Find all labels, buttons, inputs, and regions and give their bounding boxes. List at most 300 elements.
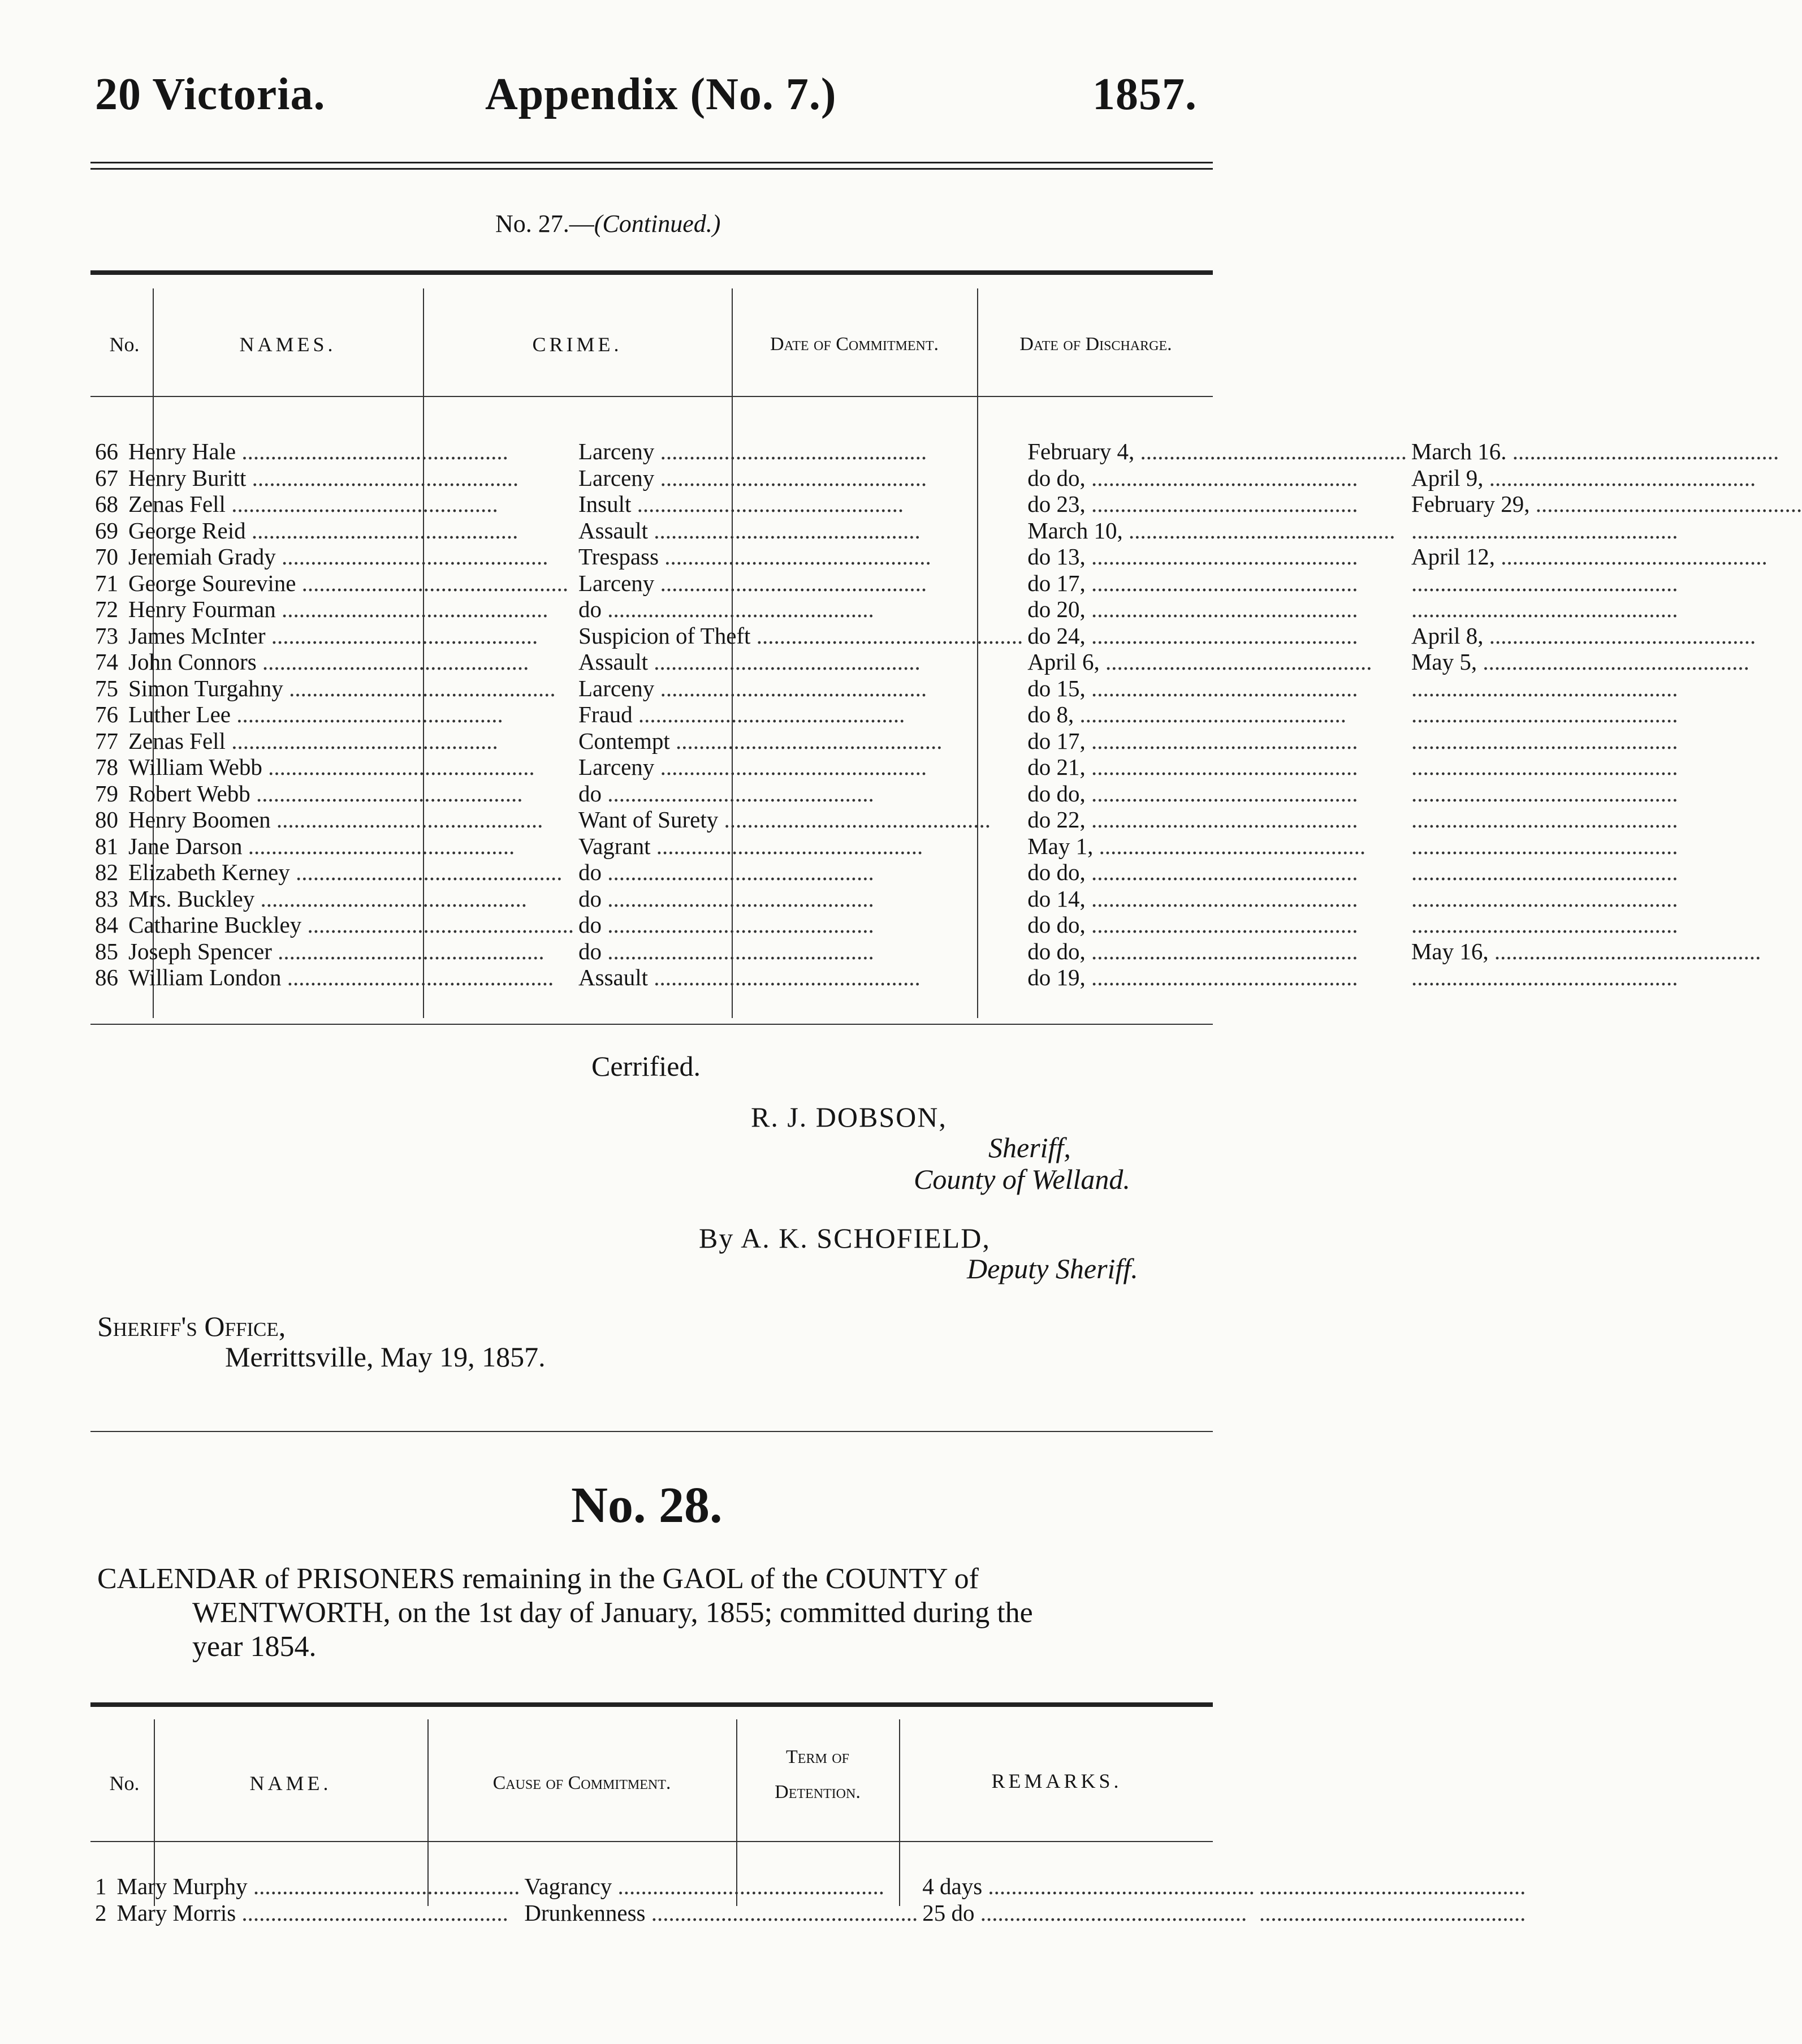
table-cell <box>574 570 1023 597</box>
cell-text: 77 <box>95 727 118 754</box>
table-cell <box>1407 675 1802 702</box>
table-row <box>90 491 1802 518</box>
leader-dots: .............................................. <box>1488 938 1761 964</box>
cell-text: Larceny <box>578 438 655 464</box>
table-cell <box>90 701 124 728</box>
leader-dots: .............................................. <box>974 1899 1247 1926</box>
table-cell <box>1023 544 1407 570</box>
col-header-no: No. <box>109 333 140 356</box>
cell-text: Insult <box>578 491 632 517</box>
cell-text: do do, <box>1027 938 1086 964</box>
leader-dots: .............................................. <box>1085 885 1358 912</box>
table-cell <box>1407 780 1802 807</box>
table-row <box>90 596 1802 623</box>
table-cell <box>124 964 574 991</box>
leader-dots: .............................................. <box>1411 596 1678 622</box>
table-cell <box>574 465 1023 491</box>
table-cell <box>1407 807 1802 833</box>
leader-dots: .............................................. <box>289 859 563 885</box>
table-cell <box>1023 886 1407 912</box>
table-cell <box>113 1873 520 1900</box>
cell-text: Contempt <box>578 727 670 754</box>
leader-dots: .............................................. <box>1411 675 1678 701</box>
table-cell <box>90 780 124 807</box>
table-cell <box>90 544 124 570</box>
leader-dots: .............................................. <box>654 570 927 596</box>
table-cell <box>574 518 1023 544</box>
table-cell <box>1023 491 1407 518</box>
cell-text: Zenas Fell <box>128 727 226 754</box>
cell-text: May 16, <box>1411 938 1489 964</box>
table-row <box>90 465 1802 491</box>
table-cell <box>90 754 124 780</box>
table-cell <box>1407 754 1802 780</box>
cell-text: April 9, <box>1411 464 1484 491</box>
t2-col-header-no: No. <box>109 1772 140 1795</box>
leader-dots: .............................................. <box>225 491 498 517</box>
table-row <box>90 754 1802 780</box>
cell-text: Trespass <box>578 544 659 570</box>
table-row <box>90 938 1802 965</box>
leader-dots: .............................................. <box>648 649 921 675</box>
leader-dots: .............................................. <box>648 517 921 544</box>
t2-col-header-cause: Cause of Commitment. <box>492 1773 671 1793</box>
cell-text: do do, <box>1027 464 1086 491</box>
cell-text: Catharine Buckley <box>128 912 302 938</box>
leader-dots: .............................................. <box>301 912 574 938</box>
table-cell <box>1407 623 1802 649</box>
leader-dots: .............................................. <box>1506 438 1779 464</box>
table-cell <box>124 780 574 807</box>
table-cell <box>574 596 1023 623</box>
prisoners-table <box>90 438 1802 991</box>
table-row <box>90 701 1802 728</box>
table-cell <box>124 675 574 702</box>
leader-dots: .............................................. <box>1259 1899 1526 1926</box>
table-cell <box>90 675 124 702</box>
table-cell <box>90 465 124 491</box>
leader-dots: .............................................. <box>750 622 1023 649</box>
leader-dots: .............................................. <box>1085 938 1358 964</box>
cell-text: Mary Morris <box>116 1899 236 1926</box>
sheriff-name: R. J. DOBSON, <box>751 1101 947 1133</box>
cell-text: do <box>578 596 602 622</box>
table-cell <box>1407 886 1802 912</box>
table-row <box>90 859 1802 886</box>
section1-subtitle-no: No. 27.— <box>495 210 594 238</box>
leader-dots: .............................................. <box>296 570 569 596</box>
cell-text: John Connors <box>128 649 257 675</box>
col-header-names: NAMES. <box>239 333 336 356</box>
leader-dots: .............................................. <box>283 675 556 701</box>
cell-text: do <box>578 938 602 964</box>
cell-text: Jane Darson <box>128 833 243 859</box>
deputy-title: Deputy Sheriff. <box>967 1253 1138 1284</box>
header-left: 20 Victoria. <box>95 70 326 119</box>
table-row <box>90 833 1802 860</box>
leader-dots: .............................................. <box>1085 807 1358 833</box>
table-cell <box>90 596 124 623</box>
table-row <box>90 1873 1526 1900</box>
cell-text: do 21, <box>1027 754 1086 780</box>
section1-subtitle <box>495 209 720 238</box>
cell-text: Suspicion of Theft <box>578 622 751 649</box>
t2-col-header-term: Term of <box>786 1747 849 1767</box>
leader-dots: .............................................. <box>1411 780 1678 807</box>
table-cell <box>574 623 1023 649</box>
table-cell <box>90 491 124 518</box>
leader-dots: .............................................. <box>1085 544 1358 570</box>
cell-text: April 12, <box>1411 544 1496 570</box>
table-cell <box>520 1900 918 1926</box>
table-cell <box>574 675 1023 702</box>
section2-heading: No. 28. <box>571 1477 723 1533</box>
table-cell <box>1407 833 1802 860</box>
cell-text: 73 <box>95 622 118 649</box>
table-cell <box>574 833 1023 860</box>
section-divider <box>90 1431 1213 1432</box>
cell-text: Simon Turgahny <box>128 675 283 701</box>
table-cell <box>90 833 124 860</box>
cell-text: do do, <box>1027 859 1086 885</box>
section1-subtitle-continued: (Continued.) <box>594 210 721 238</box>
cell-text: 25 do <box>922 1899 975 1926</box>
cell-text: George Reid <box>128 517 246 544</box>
table-cell <box>1023 912 1407 938</box>
certified-text: Cerrified. <box>591 1050 701 1082</box>
cell-text: 71 <box>95 570 118 596</box>
leader-dots: .............................................. <box>1411 833 1678 859</box>
table-cell <box>124 544 574 570</box>
table-row <box>90 623 1802 649</box>
cell-text: do <box>578 780 602 807</box>
table-cell <box>1023 596 1407 623</box>
table-cell <box>1023 438 1407 465</box>
header-right: 1857. <box>1092 70 1197 119</box>
cell-text: Mrs. Buckley <box>128 885 255 912</box>
cell-text: do 20, <box>1027 596 1086 622</box>
cell-text: 2 <box>95 1899 107 1926</box>
table-cell <box>1023 938 1407 965</box>
col-header-date-discharge: Date of Discharge. <box>1019 334 1172 355</box>
table-cell <box>1023 964 1407 991</box>
table-row <box>90 544 1802 570</box>
table-cell <box>113 1900 520 1926</box>
table-cell <box>90 570 124 597</box>
cell-text: Joseph Spencer <box>128 938 272 964</box>
table-cell <box>574 912 1023 938</box>
leader-dots: .............................................. <box>1411 701 1678 727</box>
cell-text: do do, <box>1027 912 1086 938</box>
table-cell <box>520 1873 918 1900</box>
t2-col-header-detention: Detention. <box>775 1782 861 1802</box>
leader-dots: .............................................. <box>1085 727 1358 754</box>
leader-dots: .............................................. <box>275 544 548 570</box>
cell-text: do <box>578 885 602 912</box>
table-cell <box>574 728 1023 754</box>
table-cell <box>90 886 124 912</box>
table-cell <box>1023 807 1407 833</box>
section2-caption <box>97 1562 1222 1664</box>
table-cell <box>124 623 574 649</box>
leader-dots: .............................................. <box>645 1899 918 1926</box>
leader-dots: .............................................. <box>1411 964 1678 990</box>
table-row <box>90 649 1802 675</box>
table-row <box>90 728 1802 754</box>
leader-dots: .............................................. <box>602 596 874 622</box>
cell-text: Want of Surety <box>578 807 719 833</box>
table-cell <box>574 780 1023 807</box>
table-cell <box>1407 570 1802 597</box>
table-cell <box>1023 570 1407 597</box>
table-cell <box>124 886 574 912</box>
cell-text: 80 <box>95 807 118 833</box>
county-name: County of Welland. <box>914 1163 1130 1195</box>
leader-dots: .............................................. <box>648 964 921 990</box>
cell-text: March 10, <box>1027 517 1123 544</box>
table-cell <box>1407 701 1802 728</box>
leader-dots: .............................................. <box>1085 570 1358 596</box>
cell-text: 84 <box>95 912 118 938</box>
table-cell <box>90 807 124 833</box>
table-cell <box>574 491 1023 518</box>
table-cell <box>1023 465 1407 491</box>
cell-text: 69 <box>95 517 118 544</box>
office-place-date: Merrittsville, May 19, 1857. <box>225 1341 546 1373</box>
col-header-crime: CRIME. <box>532 333 623 356</box>
table-cell <box>124 938 574 965</box>
cell-text: do 23, <box>1027 491 1086 517</box>
table-cell <box>1407 649 1802 675</box>
table-cell <box>1023 675 1407 702</box>
leader-dots: .............................................. <box>1085 780 1358 807</box>
leader-dots: .............................................. <box>1411 885 1678 912</box>
table-cell <box>90 912 124 938</box>
table-cell <box>90 518 124 544</box>
table-cell <box>918 1873 1255 1900</box>
leader-dots: .............................................. <box>271 938 545 964</box>
table-cell <box>574 438 1023 465</box>
table-cell <box>124 859 574 886</box>
table-cell <box>574 938 1023 965</box>
table-cell <box>1407 491 1802 518</box>
table2-top-rule <box>90 1702 1213 1707</box>
table-cell <box>1407 465 1802 491</box>
table-cell <box>1023 859 1407 886</box>
table-row <box>90 518 1802 544</box>
leader-dots: .............................................. <box>247 1873 520 1899</box>
cell-text: William London <box>128 964 282 990</box>
cell-text: 86 <box>95 964 118 990</box>
cell-text: do 17, <box>1027 570 1086 596</box>
cell-text: Luther Lee <box>128 701 231 727</box>
cell-text: 82 <box>95 859 118 885</box>
cell-text: 78 <box>95 754 118 780</box>
cell-text: May 5, <box>1411 649 1477 675</box>
leader-dots: .............................................. <box>1411 807 1678 833</box>
cell-text: February 4, <box>1027 438 1135 464</box>
leader-dots: .............................................. <box>654 438 927 464</box>
cell-text: 85 <box>95 938 118 964</box>
leader-dots: .............................................. <box>718 807 991 833</box>
leader-dots: .............................................. <box>230 701 503 727</box>
cell-text: Robert Webb <box>128 780 250 807</box>
leader-dots: .............................................. <box>1259 1873 1526 1899</box>
table-row <box>90 964 1802 991</box>
table-cell <box>90 1900 113 1926</box>
leader-dots: .............................................. <box>1085 596 1358 622</box>
table-cell <box>1023 701 1407 728</box>
table-cell <box>918 1900 1255 1926</box>
table-cell <box>90 728 124 754</box>
cell-text: 67 <box>95 464 118 491</box>
cell-text: Assault <box>578 517 649 544</box>
table-cell <box>574 544 1023 570</box>
table-cell <box>90 938 124 965</box>
table-cell <box>1407 728 1802 754</box>
table-cell <box>90 438 124 465</box>
deputy-name: By A. K. SCHOFIELD, <box>699 1222 991 1254</box>
table-cell <box>1407 938 1802 965</box>
leader-dots: .............................................. <box>659 544 931 570</box>
leader-dots: .............................................. <box>654 464 927 491</box>
leader-dots: .............................................. <box>1483 464 1756 491</box>
leader-dots: .............................................. <box>1085 964 1358 990</box>
table-cell <box>90 649 124 675</box>
prisoners-table-2 <box>90 1873 1526 1926</box>
cell-text: George Sourevine <box>128 570 296 596</box>
table-cell <box>1023 833 1407 860</box>
table-cell <box>124 649 574 675</box>
leader-dots: .............................................. <box>602 912 874 938</box>
cell-text: do 13, <box>1027 544 1086 570</box>
cell-text: Henry Boomen <box>128 807 271 833</box>
leader-dots: .............................................. <box>602 780 874 807</box>
leader-dots: .............................................. <box>236 438 508 464</box>
cell-text: 79 <box>95 780 118 807</box>
cell-text: Zenas Fell <box>128 491 226 517</box>
cell-text: 68 <box>95 491 118 517</box>
leader-dots: .............................................. <box>1122 517 1395 544</box>
caption-line-2: WENTWORTH, on the 1st day of January, 1855; committed during the <box>192 1597 1033 1629</box>
cell-text: do <box>578 912 602 938</box>
t2-col-header-remarks: REMARKS. <box>991 1770 1122 1792</box>
table-cell <box>1407 596 1802 623</box>
cell-text: Mary Murphy <box>116 1873 248 1899</box>
table-cell <box>574 649 1023 675</box>
leader-dots: .............................................. <box>654 754 927 780</box>
table-row <box>90 438 1802 465</box>
sheriffs-office: Sheriff's Office, <box>97 1310 286 1342</box>
table-cell <box>574 859 1023 886</box>
table-cell <box>124 438 574 465</box>
leader-dots: .............................................. <box>1529 491 1802 517</box>
table-cell <box>124 518 574 544</box>
table-cell <box>124 701 574 728</box>
leader-dots: .............................................. <box>1099 649 1372 675</box>
cell-text: 72 <box>95 596 118 622</box>
caption-line-3: year 1854. <box>192 1631 317 1663</box>
cell-text: 74 <box>95 649 118 675</box>
table-cell <box>1023 728 1407 754</box>
table-cell <box>1023 623 1407 649</box>
header-rule <box>90 162 1213 170</box>
cell-text: William Webb <box>128 754 262 780</box>
cell-text: 66 <box>95 438 118 464</box>
leader-dots: .............................................. <box>1093 833 1366 859</box>
leader-dots: .............................................. <box>1085 675 1358 701</box>
leader-dots: .............................................. <box>250 780 523 807</box>
table-cell <box>1023 780 1407 807</box>
leader-dots: .............................................. <box>1411 570 1678 596</box>
table-cell <box>124 754 574 780</box>
cell-text: Vagrant <box>578 833 651 859</box>
table1-top-rule <box>90 270 1213 275</box>
cell-text: do 24, <box>1027 622 1086 649</box>
cell-text: Larceny <box>578 675 655 701</box>
table-cell <box>124 570 574 597</box>
leader-dots: .............................................. <box>1477 649 1749 675</box>
cell-text: 1 <box>95 1873 107 1899</box>
leader-dots: .............................................. <box>242 833 515 859</box>
col-header-date-commitment: Date of Commitment. <box>770 334 939 355</box>
cell-text: do 8, <box>1027 701 1074 727</box>
cell-text: Assault <box>578 964 649 990</box>
cell-text: Vagrancy <box>524 1873 612 1899</box>
cell-text: James McInter <box>128 622 266 649</box>
table-cell <box>574 807 1023 833</box>
table-cell <box>1023 754 1407 780</box>
sheriff-title: Sheriff, <box>988 1132 1071 1163</box>
table-cell <box>1023 649 1407 675</box>
cell-text: 81 <box>95 833 118 859</box>
table-cell <box>124 728 574 754</box>
table-cell <box>1255 1900 1526 1926</box>
leader-dots: .............................................. <box>1085 859 1358 885</box>
leader-dots: .............................................. <box>256 649 529 675</box>
leader-dots: .............................................. <box>254 885 527 912</box>
cell-text: Larceny <box>578 570 655 596</box>
cell-text: Larceny <box>578 754 655 780</box>
cell-text: do do, <box>1027 780 1086 807</box>
table-cell <box>1407 912 1802 938</box>
table-cell <box>1407 964 1802 991</box>
cell-text: Drunkenness <box>524 1899 646 1926</box>
table-cell <box>90 964 124 991</box>
cell-text: 83 <box>95 885 118 912</box>
table-row <box>90 1900 1526 1926</box>
header-center: Appendix (No. 7.) <box>485 70 837 119</box>
table2-header-rule <box>90 1841 1213 1842</box>
leader-dots: .............................................. <box>1483 622 1756 649</box>
table-row <box>90 807 1802 833</box>
table-row <box>90 780 1802 807</box>
leader-dots: .............................................. <box>275 596 548 622</box>
leader-dots: .............................................. <box>245 517 518 544</box>
leader-dots: .............................................. <box>1495 544 1768 570</box>
leader-dots: .............................................. <box>602 859 874 885</box>
cell-text: do <box>578 859 602 885</box>
leader-dots: .............................................. <box>669 727 943 754</box>
caption-line-1: CALENDAR of PRISONERS remaining in the GAOL of the COUNTY of <box>97 1563 979 1595</box>
leader-dots: .............................................. <box>246 464 519 491</box>
leader-dots: .............................................. <box>270 807 543 833</box>
leader-dots: .............................................. <box>1134 438 1407 464</box>
table1-header-rule <box>90 396 1213 397</box>
table-cell <box>1407 438 1802 465</box>
leader-dots: .............................................. <box>225 727 498 754</box>
table-cell <box>90 1873 113 1900</box>
